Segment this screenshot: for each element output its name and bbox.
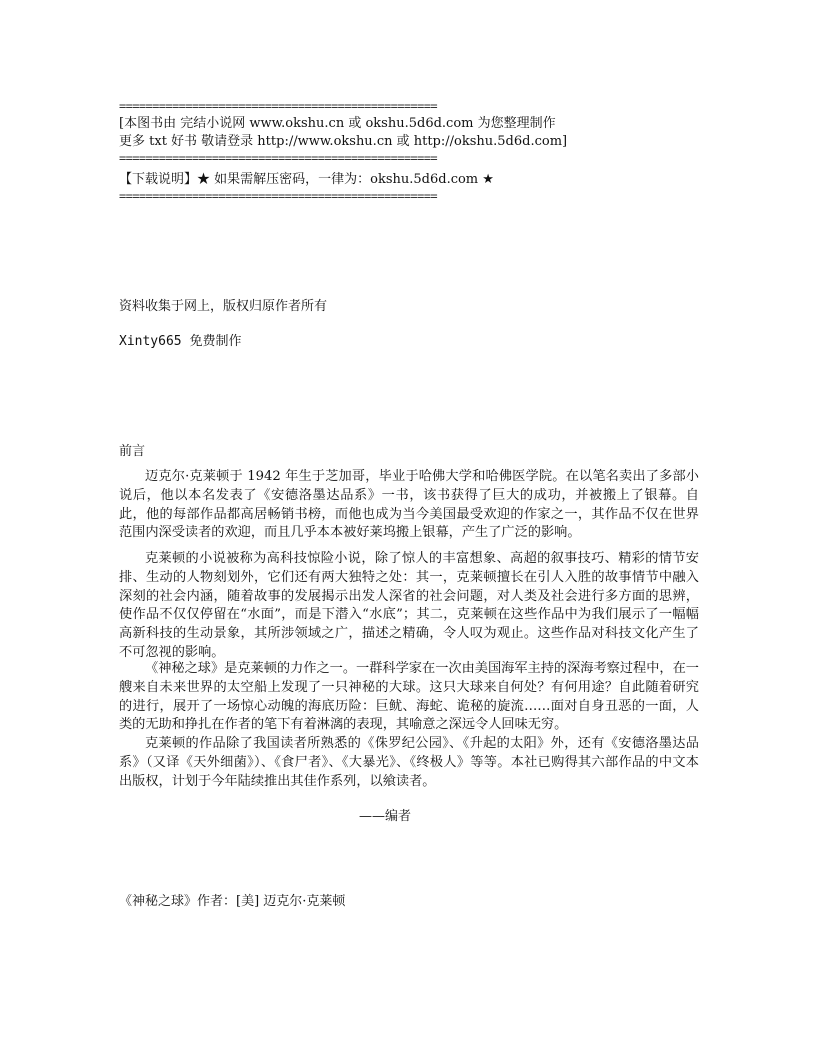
copyright-note: 资料收集于网上，版权归原作者所有	[119, 299, 328, 314]
separator-line: ================================================	[119, 99, 437, 113]
maker-credit-text: Xinty665 免费制作	[119, 334, 242, 349]
preface-paragraph-3: 《神秘之球》是克莱顿的力作之一。一群科学家在一次由美国海军主持的深海考察过程中，在一艘来自未来世界的太空船上发现了一只神秘的大球。这只大球来自何处？有何用途？自此随着研究的进行，展开了一场惊心动魄的海底历险：巨鱿、海蛇、诡秘的旋流……面对自身丑恶的一面，人类的无助和挣扎在作者的笔下有着淋漓的表现，其喻意之深远令人回味无穷。	[119, 661, 699, 733]
preface-paragraph-4: 克莱顿的作品除了我国读者所熟悉的《侏罗纪公园》、《升起的太阳》外，还有《安德洛墨达品系》（又译《天外细菌》）、《食尸者》、《大暴光》、《终极人》等等。本社已购得其六部作品的中文本出版权，计划于今年陆续推出其佳作系列，以飨读者。	[119, 736, 699, 789]
download-note: 【下载说明】★ 如果需解压密码，一律为：okshu.5d6d.com ★	[119, 172, 494, 187]
maker-credit	[119, 333, 241, 350]
source-notice-line-1: [本图书由 完结小说网 www.okshu.cn 或 okshu.5d6d.com 为您整理制作	[119, 116, 556, 131]
preface-signature: ——编者	[359, 809, 412, 824]
preface-paragraph-2: 克莱顿的小说被称为高科技惊险小说，除了惊人的丰富想象、高超的叙事技巧、精彩的情节安排、生动的人物刻划外，它们还有两大独特之处：其一，克莱顿擅长在引人入胜的故事情节中融入深刻的社会内涵，随着故事的发展揭示出发人深省的社会问题，对人类及社会进行多方面的思辨，使作品不仅仅停留在“水面”，而是下潜入“水底”；其二，克莱顿在这些作品中为我们展示了一幅幅高新科技的生动景象，其所涉领域之广，描述之精确，令人叹为观止。这些作品对科技文化产生了不可忽视的影响。	[119, 551, 699, 660]
separator-line: ================================================	[119, 151, 437, 165]
source-notice-line-2: 更多 txt 好书 敬请登录 http://www.okshu.cn 或 http://okshu.5d6d.com]	[119, 134, 568, 149]
preface-title: 前言	[119, 444, 146, 459]
preface-paragraph-1: 迈克尔·克莱顿于 1942 年生于芝加哥，毕业于哈佛大学和哈佛医学院。在以笔名卖出了多部小说后，他以本名发表了《安德洛墨达品系》一书，该书获得了巨大的成功，并被搬上了银幕。自此，他的每部作品都高居畅销书榜，而他也成为当今美国最受欢迎的作家之一，其作品不仅在世界范围内深受读者的欢迎，而且几乎本本被好莱坞搬上银幕，产生了广泛的影响。	[119, 469, 699, 541]
book-title-author: 《神秘之球》作者：[美] 迈克尔·克莱顿	[119, 894, 346, 909]
separator-line: ================================================	[119, 189, 437, 203]
